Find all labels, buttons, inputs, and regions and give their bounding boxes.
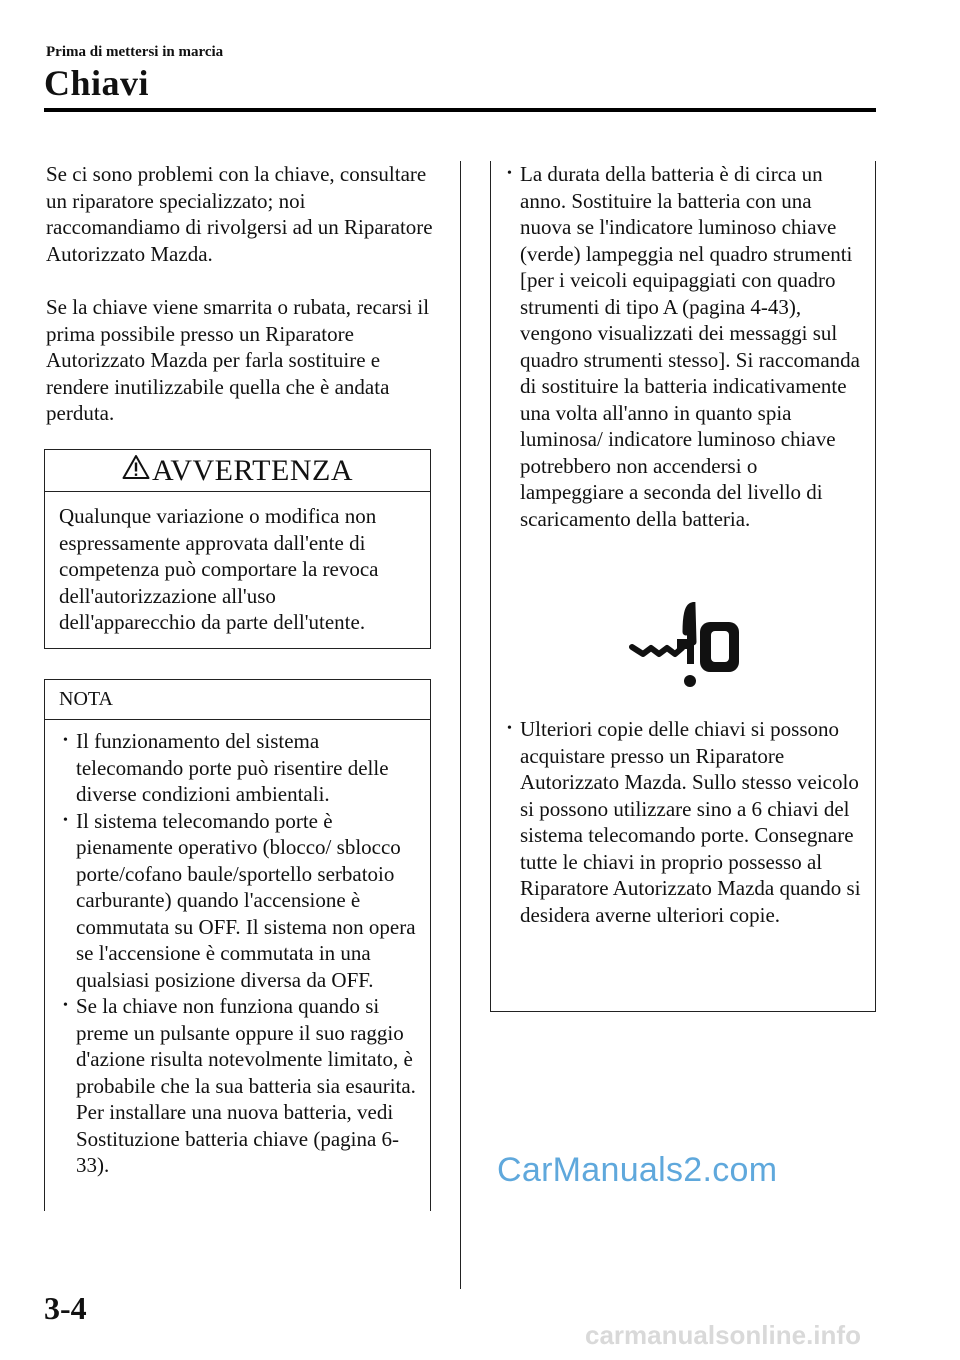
note-bullet-item xyxy=(57,808,420,994)
note-bullet-item xyxy=(57,728,420,808)
bullet-dot: • xyxy=(63,998,68,1013)
continued-note-box xyxy=(490,161,876,1012)
page-number: 3-4 xyxy=(44,1290,87,1326)
note-box xyxy=(44,679,431,1211)
title-rule xyxy=(44,108,876,112)
note-bullet-text: Il funzionamento del sistema telecomando porte può risentire delle diverse condizioni ambientali. xyxy=(76,729,389,806)
note-bullet-text: La durata della batteria è di circa un anno. Sostituire la batteria con una nuova se l'indicatore luminoso chiave (verde) lampeggia nel quadro strumenti [per i veicoli equipaggiati con quadro strumenti di tipo A (pagina 4-43), vengono visualizzati dei messaggi sul quadro strumenti stesso]. Si raccomanda di sostituire la batteria indicativamente una volta all'anno in quanto spia luminosa/ indicatore luminoso chiave potrebbero non accendersi o lampeggiare a seconda del livello di scaricamento della batteria. xyxy=(520,162,860,531)
bullet-dot: • xyxy=(63,812,68,828)
lost-key-paragraph: Se la chiave viene smarrita o rubata, recarsi il prima possibile presso un Riparatore Autorizzato Mazda per farla sostituire e rendere inutilizzabile quella che è andata perduta. xyxy=(46,295,430,425)
column-divider xyxy=(460,161,461,1289)
footer-url: carmanualsonline.info xyxy=(585,1320,861,1350)
note-bullet-item xyxy=(501,161,864,532)
bullet-dot: • xyxy=(63,733,68,748)
note-heading: NOTA xyxy=(45,680,430,720)
note-bullet-text: Se la chiave non funziona quando si preme un pulsante oppure il suo raggio d'azione risulta notevolmente limitato, è probabile che la sua batteria sia esaurita. Per installare una nuova batteria, vedi Sostituzione batteria chiave (pagina 6-33). xyxy=(76,994,416,1177)
note-bullet-text: Ulteriori copie delle chiavi si possono acquistare presso un Riparatore Autorizzato Mazda. Sullo stesso veicolo si possono utilizzare sino a 6 chiavi del sistema telecomando porte. Consegnare tutte le chiavi in proprio possesso al Riparatore Autorizzato Mazda quando si desidera averne ulteriori copie. xyxy=(520,717,861,927)
warning-box xyxy=(44,449,431,649)
warning-header xyxy=(45,450,430,492)
bullet-dot: • xyxy=(507,721,512,736)
note-bullet-item xyxy=(57,993,420,1179)
page-title: Chiavi xyxy=(44,63,150,103)
warning-triangle-icon xyxy=(122,454,152,488)
key-warning-indicator-icon xyxy=(629,602,744,697)
section-heading: Prima di mettersi in marcia xyxy=(46,44,224,60)
bullet-dot: • xyxy=(507,166,512,181)
watermark-text: CarManuals2.com xyxy=(497,1151,778,1189)
note-bullet-text: Il sistema telecomando porte è pienamente operativo (blocco/ sblocco porte/cofano baule/sportello serbatoio carburante) quando l'accensione è commutata su OFF. Il sistema non opera se l'accensione è commutata in una qualsiasi posizione diversa da OFF. xyxy=(76,808,416,992)
warning-heading: AVVERTENZA xyxy=(152,453,353,487)
note-bullet-item xyxy=(501,716,864,928)
warning-text: Qualunque variazione o modifica non espressamente approvata dall'ente di competenza può comportare la revoca dell'autorizzazione all'uso dell'apparecchio da parte dell'utente. xyxy=(59,504,379,634)
intro-paragraph: Se ci sono problemi con la chiave, consultare un riparatore specializzato; noi raccomandiamo di rivolgersi ad un Riparatore Autorizzato Mazda. xyxy=(46,162,433,266)
